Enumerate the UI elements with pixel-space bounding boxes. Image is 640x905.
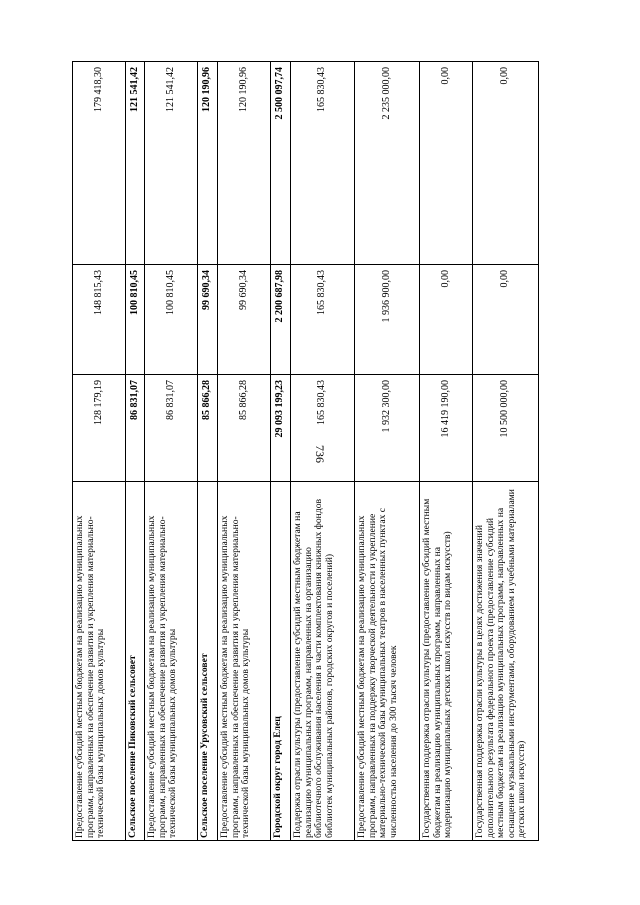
amount-cell: 99 690,34: [237, 270, 249, 310]
amount-cell: 120 190,96: [201, 67, 213, 112]
value-cell: [218, 62, 270, 265]
amount-cell: 2 235 000,00: [380, 67, 392, 120]
amount-cell: 100 810,45: [128, 270, 140, 315]
row-description: Государственная поддержка отрасли культуры в целях достижения значений дополнительного результата федерального проекта (предоставление субсидий местным бюджетам на реализацию муниципальных программ, направленных на оснащение музыкальными инструментами, оборудованием и учебными материалами детских школ искусств): [474, 489, 528, 838]
description-cell: [218, 482, 270, 842]
section-title: Сельское поселение Урусовский сельсовет: [199, 653, 210, 838]
value-cell: [291, 62, 354, 265]
value-cell: [355, 62, 419, 265]
amount-cell: 179 418,30: [92, 67, 104, 112]
amount-cell: 100 810,45: [164, 270, 176, 315]
value-cell: [271, 62, 290, 265]
amount-cell: 121 541,42: [128, 67, 140, 112]
amount-cell: 85 866,28: [201, 380, 213, 420]
row-description: Государственная поддержка отрасли культуры (предоставление субсидий местным бюджетам на реализацию муниципальных программ, направленных на модернизацию муниципальных детских школ искусств по видам искусств): [421, 498, 454, 838]
amount-cell: 120 190,96: [237, 67, 249, 112]
description-cell: [73, 482, 125, 842]
section-title: Городской округ город Елец: [272, 716, 283, 838]
amount-cell: 0,00: [499, 270, 511, 288]
section-row: [271, 61, 291, 841]
amount-cell: 29 093 199,23: [274, 380, 286, 438]
table-row: [145, 61, 198, 841]
description-cell: [473, 482, 538, 842]
amount-cell: 0,00: [499, 67, 511, 85]
value-cell: [291, 375, 354, 482]
amount-cell: 1 932 300,00: [380, 380, 392, 433]
amount-cell: 86 831,07: [164, 380, 176, 420]
table-row: [355, 61, 420, 841]
value-cell: [271, 375, 290, 482]
description-cell: [420, 482, 472, 842]
value-cell: [145, 265, 197, 375]
value-cell: [271, 265, 290, 375]
amount-cell: 2 500 097,74: [274, 67, 286, 120]
amount-cell: 99 690,34: [201, 270, 213, 310]
amount-cell: 85 866,28: [237, 380, 249, 420]
amount-cell: 1 936 900,00: [380, 270, 392, 323]
description-cell: [355, 482, 419, 842]
value-cell: [126, 265, 144, 375]
table-row: [218, 61, 271, 841]
value-cell: [198, 62, 217, 265]
value-cell: [126, 62, 144, 265]
row-description: Поддержка отрасли культуры (предоставление субсидий местным бюджетам на реализацию муниципальных программ, направленных на организацию библиотечного обслуживания населения в части комплектования книжных фондов библиотек муниципальных районов, городских округов и поселений): [292, 498, 335, 838]
amount-cell: 86 831,07: [128, 380, 140, 420]
section-title: Сельское поселение Пиковский сельсовет: [127, 655, 138, 838]
section-row: [198, 61, 218, 841]
value-cell: [473, 375, 538, 482]
table-row: [473, 61, 539, 841]
amount-cell: 16 419 190,00: [439, 380, 451, 438]
row-description: Предоставление субсидий местным бюджетам на реализацию муниципальных программ, направленных на поддержку творческой деятельности и укрепление материально-технической базы муниципальных театров в населенных пунктах с численностью населения до 300 тысяч человек: [356, 507, 399, 838]
budget-table: [72, 61, 538, 841]
value-cell: [420, 265, 472, 375]
amount-cell: 10 500 000,00: [499, 380, 511, 438]
value-cell: [291, 265, 354, 375]
value-cell: [145, 375, 197, 482]
amount-cell: 121 541,42: [164, 67, 176, 112]
value-cell: [473, 62, 538, 265]
table-row: [420, 61, 473, 841]
amount-cell: 165 830,43: [316, 270, 328, 315]
row-description: Предоставление субсидий местным бюджетам на реализацию муниципальных программ, направленных на обеспечение развития и укрепления материально-технической базы муниципальных домов культуры: [219, 515, 252, 838]
description-cell: [198, 482, 217, 842]
value-cell: [218, 375, 270, 482]
value-cell: [73, 375, 125, 482]
value-cell: [198, 375, 217, 482]
value-cell: [420, 375, 472, 482]
value-cell: [126, 375, 144, 482]
table-row: [291, 61, 355, 841]
description-cell: [271, 482, 290, 842]
value-cell: [355, 265, 419, 375]
description-cell: [145, 482, 197, 842]
amount-cell: 165 830,43: [316, 67, 328, 112]
value-cell: [73, 265, 125, 375]
row-description: Предоставление субсидий местным бюджетам на реализацию муниципальных программ, направленных на обеспечение развития и укрепления материально-технической базы муниципальных домов культуры: [74, 515, 107, 838]
value-cell: [218, 265, 270, 375]
value-cell: [198, 265, 217, 375]
value-cell: [73, 62, 125, 265]
row-description: Предоставление субсидий местным бюджетам на реализацию муниципальных программ, направленных на обеспечение развития и укрепления материально-технической базы муниципальных домов культуры: [146, 515, 179, 838]
table-row: [73, 61, 126, 841]
amount-cell: 165 830,43: [316, 380, 328, 425]
amount-cell: 128 179,19: [92, 380, 104, 425]
value-cell: [355, 375, 419, 482]
amount-cell: 2 200 687,98: [274, 270, 286, 323]
value-cell: [145, 62, 197, 265]
section-row: [126, 61, 145, 841]
amount-cell: 0,00: [439, 67, 451, 85]
value-cell: [420, 62, 472, 265]
value-cell: [473, 265, 538, 375]
amount-cell: 0,00: [439, 270, 451, 288]
description-cell: [126, 482, 144, 842]
amount-cell: 148 815,43: [92, 270, 104, 315]
page-number: 736: [313, 445, 327, 463]
description-cell: [291, 482, 354, 842]
